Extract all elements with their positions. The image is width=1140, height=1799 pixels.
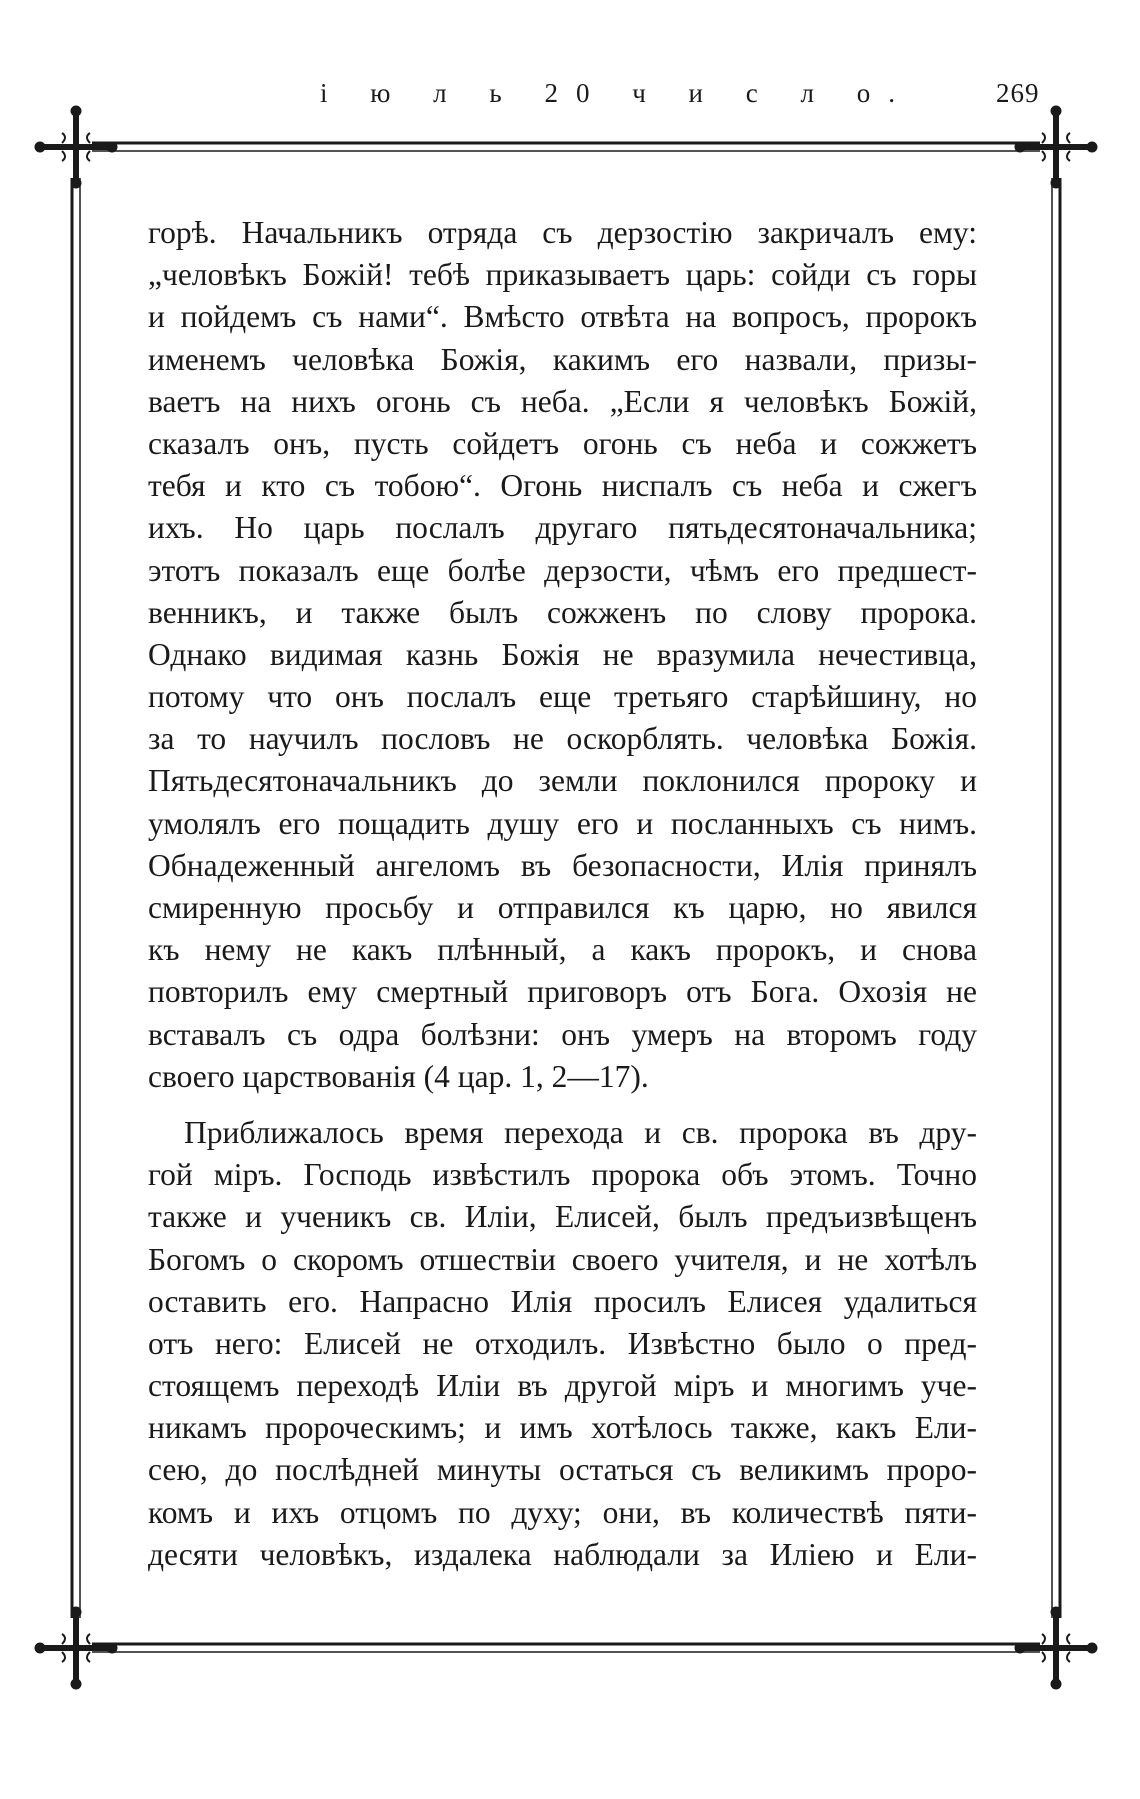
corner-ornament-top-left-icon xyxy=(35,106,117,188)
page-number: 269 xyxy=(996,78,1040,108)
corner-ornament-top-right-icon xyxy=(1015,106,1097,188)
running-title: і ю л ь 20 ч и с л о. xyxy=(320,78,913,108)
text-line: сею, до послѣдней минуты остаться съ великимъ проро- xyxy=(148,1452,977,1488)
text-line: и пойдемъ съ нами“. Вмѣсто отвѣта на вопросъ, пророкъ xyxy=(148,299,977,335)
text-line: Приближалось время перехода и св. пророка въ дру- xyxy=(184,1114,977,1150)
text-line: комъ и ихъ отцомъ по духу; они, въ количествѣ пяти- xyxy=(148,1494,977,1530)
text-line: именемъ человѣка Божія, какимъ его назвали, призы- xyxy=(148,341,977,377)
corner-ornament-bottom-right-icon xyxy=(1015,1607,1097,1689)
text-line: этотъ показалъ еще болѣе дерзости, чѣмъ его предшест- xyxy=(148,552,977,588)
text-line: смиренную просьбу и отправился къ царю, но явился xyxy=(148,890,977,925)
text-line: Богомъ о скоромъ отшествіи своего учителя, и не хотѣлъ xyxy=(148,1241,977,1277)
text-line: стоящемъ переходѣ Иліи въ другой міръ и многимъ уче- xyxy=(148,1368,977,1404)
text-line: ихъ. Но царь послалъ другаго пятьдесятоначальника; xyxy=(148,510,977,546)
paragraph-gap xyxy=(148,1098,977,1112)
text-line: своего царствованія (4 цар. 1, 2—17). xyxy=(148,1058,649,1094)
text-line: Обнадеженный ангеломъ въ безопасности, Илія принялъ xyxy=(148,847,977,883)
text-line: тебя и кто съ тобою“. Огонь ниспалъ съ неба и сжегъ xyxy=(148,468,977,504)
text-line: ваетъ на нихъ огонь съ неба. „Если я человѣкъ Божій, xyxy=(148,383,977,419)
corner-ornament-bottom-left-icon xyxy=(35,1607,117,1689)
text-line: никамъ пророческимъ; и имъ хотѣлось также, какъ Ели- xyxy=(148,1410,977,1446)
text-line: горѣ. Начальникъ отряда съ дерзостію закричалъ ему: xyxy=(148,215,977,250)
text-line: сказалъ онъ, пусть сойдетъ огонь съ неба и сожжетъ xyxy=(148,425,977,461)
text-line: вставалъ съ одра болѣзни: онъ умеръ на второмъ году xyxy=(148,1016,977,1052)
text-line: венникъ, и также былъ сожженъ по слову пророка. xyxy=(148,594,977,630)
paragraph-1 xyxy=(148,212,977,1098)
text-line: оставить его. Напрасно Илія просилъ Елисея удалиться xyxy=(148,1283,977,1319)
text-line: повторилъ ему смертный приговоръ отъ Бога. Охозія не xyxy=(148,974,977,1010)
text-line: къ нему не какъ плѣнный, а какъ пророкъ, и снова xyxy=(148,932,977,968)
body-text xyxy=(148,212,977,1576)
paragraph-2 xyxy=(148,1112,977,1576)
text-line: Пятьдесятоначальникъ до земли поклонился пророку и xyxy=(148,763,977,799)
text-line: „человѣкъ Божій! тебѣ приказываетъ царь: сойди съ горы xyxy=(148,257,977,293)
text-line: умолялъ его пощадить душу его и посланныхъ съ нимъ. xyxy=(148,805,977,841)
text-line: также и ученикъ св. Иліи, Елисей, былъ предъизвѣщенъ xyxy=(148,1199,977,1235)
text-line: потому что онъ послалъ еще третьяго старѣйшину, но xyxy=(148,679,977,715)
text-line: за то научилъ пословъ не оскорблять. человѣка Божія. xyxy=(148,721,977,757)
text-line: десяти человѣкъ, издалека наблюдали за Иліею и Ели- xyxy=(148,1536,977,1572)
text-line: отъ него: Елисей не отходилъ. Извѣстно было о пред- xyxy=(148,1325,977,1361)
text-line: гой міръ. Господь извѣстилъ пророка объ этомъ. Точно xyxy=(148,1157,977,1193)
text-line: Однако видимая казнь Божія не вразумила нечестивца, xyxy=(148,636,977,672)
